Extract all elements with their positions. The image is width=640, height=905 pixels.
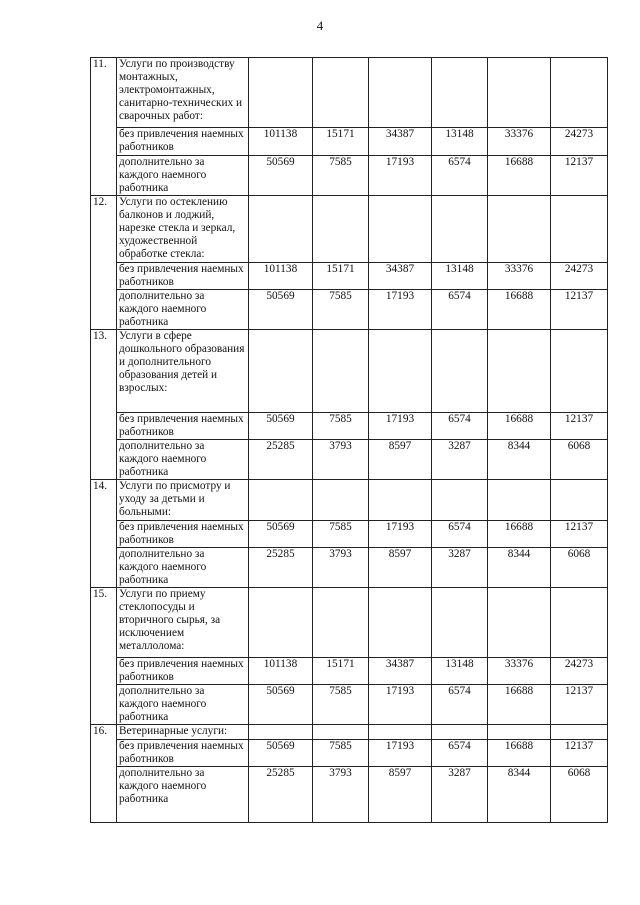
table-row: [91, 548, 608, 588]
value-cell: 16688: [488, 413, 551, 440]
value-cell: 7585: [313, 156, 369, 196]
empty-cell: [313, 588, 369, 658]
value-cell: 16688: [488, 156, 551, 196]
empty-cell: [551, 58, 608, 128]
section-header-row: [91, 58, 608, 128]
value-cell: 33376: [488, 658, 551, 685]
value-cell: 24273: [551, 128, 608, 156]
value-cell: 16688: [488, 290, 551, 330]
row-label: дополнительно за каждого наемного работника: [117, 767, 249, 823]
value-cell: 7585: [313, 740, 369, 767]
value-cell: 12137: [551, 290, 608, 330]
empty-cell: [551, 330, 608, 413]
empty-cell: [249, 480, 313, 521]
value-cell: 50569: [249, 156, 313, 196]
section-number: 14.: [91, 480, 117, 588]
empty-cell: [551, 480, 608, 521]
value-cell: 12137: [551, 685, 608, 725]
empty-cell: [551, 725, 608, 740]
value-cell: 13148: [432, 128, 488, 156]
row-label: без привлечения наемных работников: [117, 740, 249, 767]
value-cell: 6574: [432, 413, 488, 440]
empty-cell: [249, 58, 313, 128]
section-title: Услуги по производству монтажных, электромонтажных, санитарно-технических и сварочных работ:: [117, 58, 249, 128]
value-cell: 3793: [313, 767, 369, 823]
empty-cell: [488, 196, 551, 263]
section-header-row: [91, 588, 608, 658]
row-label: дополнительно за каждого наемного работника: [117, 548, 249, 588]
value-cell: 101138: [249, 658, 313, 685]
value-cell: 34387: [369, 263, 432, 290]
value-cell: 3287: [432, 440, 488, 480]
section-number: 13.: [91, 330, 117, 480]
section-number: 11.: [91, 58, 117, 196]
value-cell: 8344: [488, 767, 551, 823]
row-label: дополнительно за каждого наемного работника: [117, 440, 249, 480]
value-cell: 101138: [249, 263, 313, 290]
section-number: 12.: [91, 196, 117, 330]
empty-cell: [551, 588, 608, 658]
empty-cell: [369, 196, 432, 263]
empty-cell: [313, 196, 369, 263]
empty-cell: [488, 588, 551, 658]
value-cell: 24273: [551, 263, 608, 290]
value-cell: 7585: [313, 685, 369, 725]
empty-cell: [249, 725, 313, 740]
empty-cell: [313, 480, 369, 521]
empty-cell: [551, 196, 608, 263]
empty-cell: [369, 480, 432, 521]
value-cell: 8344: [488, 548, 551, 588]
value-cell: 8344: [488, 440, 551, 480]
value-cell: 15171: [313, 128, 369, 156]
value-cell: 3793: [313, 440, 369, 480]
row-label: без привлечения наемных работников: [117, 521, 249, 548]
value-cell: 8597: [369, 767, 432, 823]
value-cell: 17193: [369, 156, 432, 196]
empty-cell: [249, 588, 313, 658]
empty-cell: [432, 330, 488, 413]
value-cell: 50569: [249, 685, 313, 725]
value-cell: 15171: [313, 263, 369, 290]
value-cell: 15171: [313, 658, 369, 685]
value-cell: 17193: [369, 740, 432, 767]
value-cell: 12137: [551, 413, 608, 440]
value-cell: 17193: [369, 685, 432, 725]
empty-cell: [369, 58, 432, 128]
table-row: [91, 658, 608, 685]
row-label: без привлечения наемных работников: [117, 128, 249, 156]
value-cell: 13148: [432, 263, 488, 290]
table-row: [91, 413, 608, 440]
value-cell: 6574: [432, 685, 488, 725]
value-cell: 6068: [551, 440, 608, 480]
value-cell: 7585: [313, 413, 369, 440]
value-cell: 6574: [432, 156, 488, 196]
table-row: [91, 740, 608, 767]
empty-cell: [432, 725, 488, 740]
table-row: [91, 440, 608, 480]
value-cell: 25285: [249, 440, 313, 480]
page-number: 4: [316, 18, 324, 33]
row-label: без привлечения наемных работников: [117, 263, 249, 290]
empty-cell: [432, 480, 488, 521]
value-cell: 6574: [432, 740, 488, 767]
section-header-row: [91, 725, 608, 740]
row-label: дополнительно за каждого наемного работника: [117, 685, 249, 725]
value-cell: 6574: [432, 290, 488, 330]
value-cell: 8597: [369, 440, 432, 480]
value-cell: 12137: [551, 740, 608, 767]
empty-cell: [369, 330, 432, 413]
value-cell: 12137: [551, 156, 608, 196]
tariff-table-body: [91, 58, 608, 823]
value-cell: 34387: [369, 128, 432, 156]
empty-cell: [432, 196, 488, 263]
value-cell: 34387: [369, 658, 432, 685]
table-row: [91, 685, 608, 725]
table-row: [91, 128, 608, 156]
section-number: 16.: [91, 725, 117, 823]
table-row: [91, 156, 608, 196]
value-cell: 16688: [488, 521, 551, 548]
row-label: дополнительно за каждого наемного работника: [117, 290, 249, 330]
row-label: дополнительно за каждого наемного работника: [117, 156, 249, 196]
empty-cell: [313, 725, 369, 740]
empty-cell: [488, 480, 551, 521]
empty-cell: [488, 58, 551, 128]
empty-cell: [313, 330, 369, 413]
value-cell: 101138: [249, 128, 313, 156]
section-number: 15.: [91, 588, 117, 725]
empty-cell: [432, 58, 488, 128]
value-cell: 50569: [249, 521, 313, 548]
row-label: без привлечения наемных работников: [117, 658, 249, 685]
section-title: Ветеринарные услуги:: [117, 725, 249, 740]
value-cell: 50569: [249, 290, 313, 330]
section-header-row: [91, 480, 608, 521]
value-cell: 50569: [249, 413, 313, 440]
empty-cell: [488, 725, 551, 740]
table-row: [91, 767, 608, 823]
value-cell: 17193: [369, 413, 432, 440]
empty-cell: [249, 196, 313, 263]
value-cell: 3287: [432, 767, 488, 823]
value-cell: 12137: [551, 521, 608, 548]
value-cell: 25285: [249, 767, 313, 823]
empty-cell: [432, 588, 488, 658]
section-header-row: [91, 330, 608, 413]
section-header-row: [91, 196, 608, 263]
value-cell: 8597: [369, 548, 432, 588]
value-cell: 6574: [432, 521, 488, 548]
empty-cell: [369, 588, 432, 658]
empty-cell: [369, 725, 432, 740]
value-cell: 17193: [369, 290, 432, 330]
value-cell: 3793: [313, 548, 369, 588]
table-row: [91, 263, 608, 290]
value-cell: 24273: [551, 658, 608, 685]
value-cell: 33376: [488, 128, 551, 156]
empty-cell: [488, 330, 551, 413]
value-cell: 16688: [488, 685, 551, 725]
row-label: без привлечения наемных работников: [117, 413, 249, 440]
value-cell: 50569: [249, 740, 313, 767]
empty-cell: [249, 330, 313, 413]
value-cell: 3287: [432, 548, 488, 588]
value-cell: 13148: [432, 658, 488, 685]
section-title: Услуги по присмотру и уходу за детьми и больными:: [117, 480, 249, 521]
value-cell: 25285: [249, 548, 313, 588]
table-row: [91, 521, 608, 548]
table-row: [91, 290, 608, 330]
empty-cell: [313, 58, 369, 128]
section-title: Услуги по остеклению балконов и лоджий, нарезке стекла и зеркал, художественной обработке стекла:: [117, 196, 249, 263]
value-cell: 17193: [369, 521, 432, 548]
value-cell: 33376: [488, 263, 551, 290]
value-cell: 7585: [313, 290, 369, 330]
section-title: Услуги по приему стеклопосуды и вторичного сырья, за исключением металлолома:: [117, 588, 249, 658]
value-cell: 6068: [551, 548, 608, 588]
value-cell: 6068: [551, 767, 608, 823]
section-title: Услуги в сфере дошкольного образования и дополнительного образования детей и взрослых:: [117, 330, 249, 413]
value-cell: 16688: [488, 740, 551, 767]
tariff-table: [90, 57, 608, 823]
value-cell: 7585: [313, 521, 369, 548]
